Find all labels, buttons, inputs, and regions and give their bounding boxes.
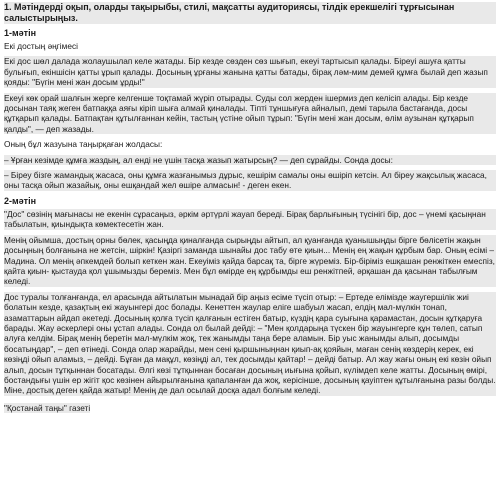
text1-paragraph-4: – Ұрған кезімде құмға жаздың, ал енді не үшін тасқа жазып жатырсың? — деп сұрайды. Сонда досы: bbox=[4, 155, 496, 165]
text2-paragraph-2: Менің ойымша, достың орны бөлек, қасыңда қиналғанда сырыңды айтып, ал қуанғанда қуанышыңды бірге бөлісетін жақын досыңның болғанына не жетсін, шіркін! Қазіргі заманда шынайы дос табу өте қиын... Менің ең жақын құрбым бар. Оның есімі – Мадина. Ол менің әпкемдей болып кеткен жан. Екеуіміз қайда барсақ та, бірге жүреміз. Бір-біріміз ешқашан ренжіткен емеспіз, қайта қиын- қыстауда қол ұшымызды береміз. Мен бұл өмірде ең құрбымды еш ренжітпей, әрқашан да қасынан табылғым келеді. bbox=[4, 234, 495, 287]
text2-paragraph-3: Дос туралы толғанғанда, ел арасында айтылатын мынадай бір аңыз есіме түсіп отыр: – Ертеде елімізде жаугершілік жиі болатын кезде, қазақтың екі жауынгері дос болады. Кенеттен жаулар еліге шабуыл жасап, елдің мал-мүлкін тонап, азаматтарын айдап әкетеді. Досының қолға түсіп қалғанын естіген батыр, күздің қара суығына қарамастан, досын құтқаруға барады. Жау әскерлері оны ұстап алады. Сонда ол былай дейді: – "Мен қолдарыңа түскен бір жауынгерге құн төлеп, сатып алуға келдім. Бірақ менің беретін мал-мүлкім жоқ, тек жанымды таңа бере аламын. Бір уыс жанымды алып, досымды босатыңдар", – деп өтінеді. Сонда олар жарайды, мен сені қыршыныңнан қиып-ақ қояйын, маған сенің көздерің керек, екі көзіңді ойып аламыз, – дейді. Бұған да мақұл, көзіңді ал, тек досымды қайтар! – дейді батыр. Ал жау жағы оның екі көзін ойып алып, досын тұтқыннан босатады. Әлгі көзі тұтқыннан босаған досының иығына қойып, күлімдеп келе жатты. Досының өмірі, бостандығы үшін ер жігіт қос көзінен айырылғанына қапаланған да жоқ, керісінше, досының қауіптен құтылғанына разы болды. Міне, достық деген қайда жатыр! Менің де дал осылай досқа адал болғым келеді. bbox=[4, 291, 496, 396]
text1-paragraph-5: – Біреу бізге жамандық жасаса, оны құмға жазғанымыз дұрыс, кешірім самалы оны өшіріп кетсін. Ал біреу жақсылық жасаса, оны тасқа ойып жазайық, оны ешқандай жел өшіре алмасын! - деген екен. bbox=[4, 170, 496, 191]
text2-heading: 2-мәтін bbox=[4, 195, 37, 206]
text1-paragraph-1: Екі дос шөл далада жолаушылап келе жатады. Бір кезде сөзден сөз шығып, екеуі тартысып қалады. Біреуі ашуға қатты булығып, екіншісін қатты ұрып қалады. Досының ұрғаны жанына қатты батады, бірақ ләм-мим демей құмға былай деп жазып қояды: "Бүгін мені жан досым ұрды!" bbox=[4, 56, 496, 87]
text1-title: Екі достың әңгімесі bbox=[4, 41, 78, 51]
text1-paragraph-3: Оның бұл жазуына таңырқаған жолдасы: bbox=[4, 139, 163, 150]
text1-paragraph-2: Екеуі көк орай шалғын жерге келгенше тоқтамай жүріп отырады. Суды сол жерден ішермиз деп келісіп алады. Бір кезде досынан таяқ жеген батпаққа аяғы кіріп шыға алмай қиналады. Тіпті тұншығуға айналып, демі тарыла бастағанда, досы құтқарып қалады. Батпақтан құтылғаннан кейін, тастың үстіне ойып тұрып: "Бүгін мені жан досым, өлім аузынан құтқарып қалды", — деп жазады. bbox=[4, 93, 496, 135]
task-instruction: 1. Мәтіндерді оқып, оларды тақырыбы, стилі, мақсатты аудиториясы, тілдік ерекшелігі тұрғысынан салыстырыңыз. bbox=[4, 2, 496, 24]
source-caption: "Қостанай таңы" газеті bbox=[4, 402, 91, 413]
text2-paragraph-1: "Дос" сөзінің мағынасы не екенін сұрасаңыз, әркім әртүрлі жауап береді. Бірақ барлығының түсінігі бір, дос – үнемі қасыңнан табылатын, қиындықта көмектесетін жан. bbox=[4, 209, 496, 230]
text1-heading: 1-мәтін bbox=[4, 28, 37, 38]
